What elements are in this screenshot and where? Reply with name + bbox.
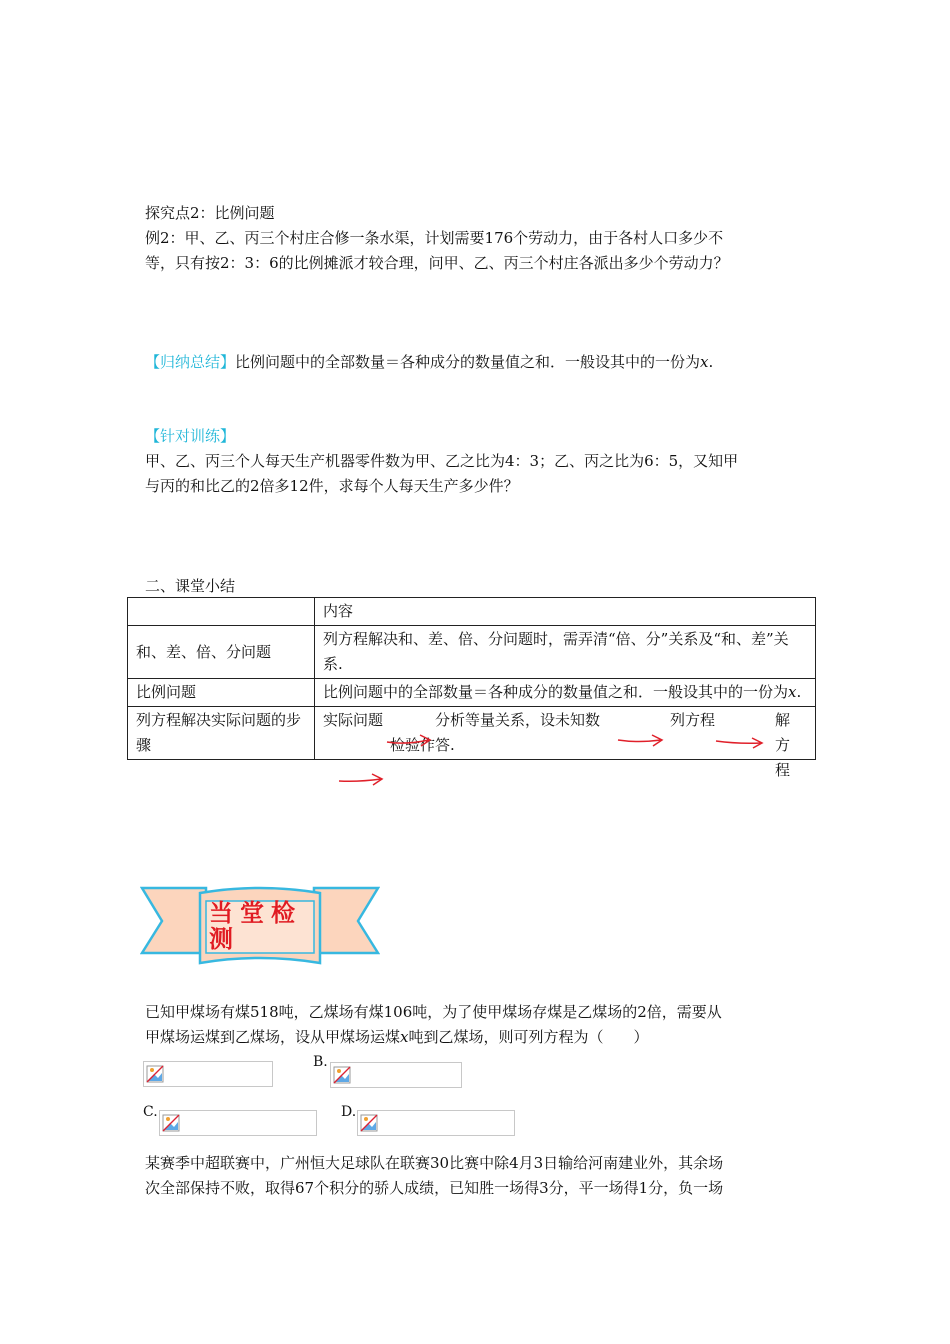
arrow-icon	[337, 772, 387, 788]
table-row	[128, 626, 816, 679]
table-header-empty	[128, 598, 315, 626]
arrow-icon	[616, 733, 666, 749]
option-d-label: D.	[341, 1104, 357, 1120]
table-cell-topic: 比例问题	[128, 679, 315, 707]
practice-line-1: 甲、乙、丙三个人每天生产机器零件数为甲、乙之比为4：3；乙、丙之比为6：5，又知甲	[145, 452, 739, 470]
option-b-image	[330, 1062, 462, 1088]
summary-text: 比例问题中的全部数量＝各种成分的数量值之和．一般设其中的一份为	[235, 353, 701, 371]
option-b-label: B.	[313, 1054, 328, 1070]
summary-table	[127, 597, 816, 779]
practice-tag-label: 【针对训练】	[145, 427, 236, 445]
summary-var: x	[700, 353, 709, 371]
option-c-label: C.	[143, 1104, 158, 1120]
quiz1-line-2a: 甲煤场运煤到乙煤场，设从甲煤场运煤	[145, 1028, 401, 1046]
ratio-end: .	[796, 683, 802, 701]
table-row	[128, 707, 816, 760]
quiz2-text	[145, 1151, 810, 1201]
table-row	[128, 679, 816, 707]
broken-image-icon	[162, 1114, 180, 1132]
example-text	[145, 226, 810, 276]
ratio-content: 比例问题中的全部数量＝各种成分的数量值之和．一般设其中的一份为	[323, 683, 789, 701]
practice-tag	[145, 424, 810, 449]
summary-note	[145, 350, 810, 375]
quiz1-line-1: 已知甲煤场有煤518吨，乙煤场有煤106吨，为了使甲煤场存煤是乙煤场的2倍，需要从	[145, 1003, 722, 1021]
option-a-image	[143, 1061, 273, 1087]
summary-tag: 【归纳总结】	[145, 353, 236, 371]
arrow-icon	[714, 735, 766, 751]
summary-end: .	[708, 353, 714, 371]
table-cell-content	[315, 679, 816, 707]
section-title: 探究点2：比例问题	[145, 204, 275, 222]
arrow-icon	[385, 733, 435, 749]
example-line-2: 等，只有按2：3：6的比例摊派才较合理，问甲、乙、丙三个村庄各派出多少个劳动力？	[145, 254, 729, 272]
table-header-content: 内容	[315, 598, 816, 626]
quiz1-text	[145, 1000, 810, 1050]
ratio-var: x	[788, 683, 797, 701]
step-3: 列方程	[670, 711, 716, 729]
option-c-image	[159, 1110, 317, 1136]
quiz1-line-2b: 吨到乙煤场，则可列方程为（ ）	[408, 1028, 649, 1046]
practice-text	[145, 449, 810, 499]
banner-title: 当堂检测	[209, 899, 302, 953]
practice-line-2: 与丙的和比乙的2倍多12件，求每个人每天生产多少件？	[145, 477, 519, 495]
example-line-1: 例2：甲、乙、丙三个村庄合修一条水渠，计划需要176个劳动力，由于各村人口多少不	[145, 229, 724, 247]
option-d-image	[357, 1110, 515, 1136]
table-cell-topic: 列方程解决实际问题的步骤	[128, 707, 315, 760]
step-2: 分析等量关系，设未知数	[435, 711, 601, 729]
step-5: 检验作答.	[390, 736, 455, 754]
broken-image-icon	[146, 1065, 164, 1083]
quiz2-line-2: 次全部保持不败，取得67个积分的骄人成绩，已知胜一场得3分，平一场得1分，负一场	[145, 1179, 724, 1197]
table-cell-topic: 和、差、倍、分问题	[128, 626, 315, 679]
class-summary-heading: 二、课堂小结	[145, 577, 236, 595]
broken-image-icon	[360, 1114, 378, 1132]
table-header-row	[128, 598, 816, 626]
step-1: 实际问题	[323, 711, 384, 729]
quiz1-var: x	[400, 1028, 409, 1046]
table-cell-content: 列方程解决和、差、倍、分问题时，需弄清“倍、分”关系及“和、差”关系.	[315, 626, 816, 679]
broken-image-icon	[333, 1066, 351, 1084]
quiz2-line-1: 某赛季中超联赛中，广州恒大足球队在联赛30比赛中除4月3日输给河南建业外，其余场	[145, 1154, 724, 1172]
step-4: 解方程	[775, 711, 804, 779]
